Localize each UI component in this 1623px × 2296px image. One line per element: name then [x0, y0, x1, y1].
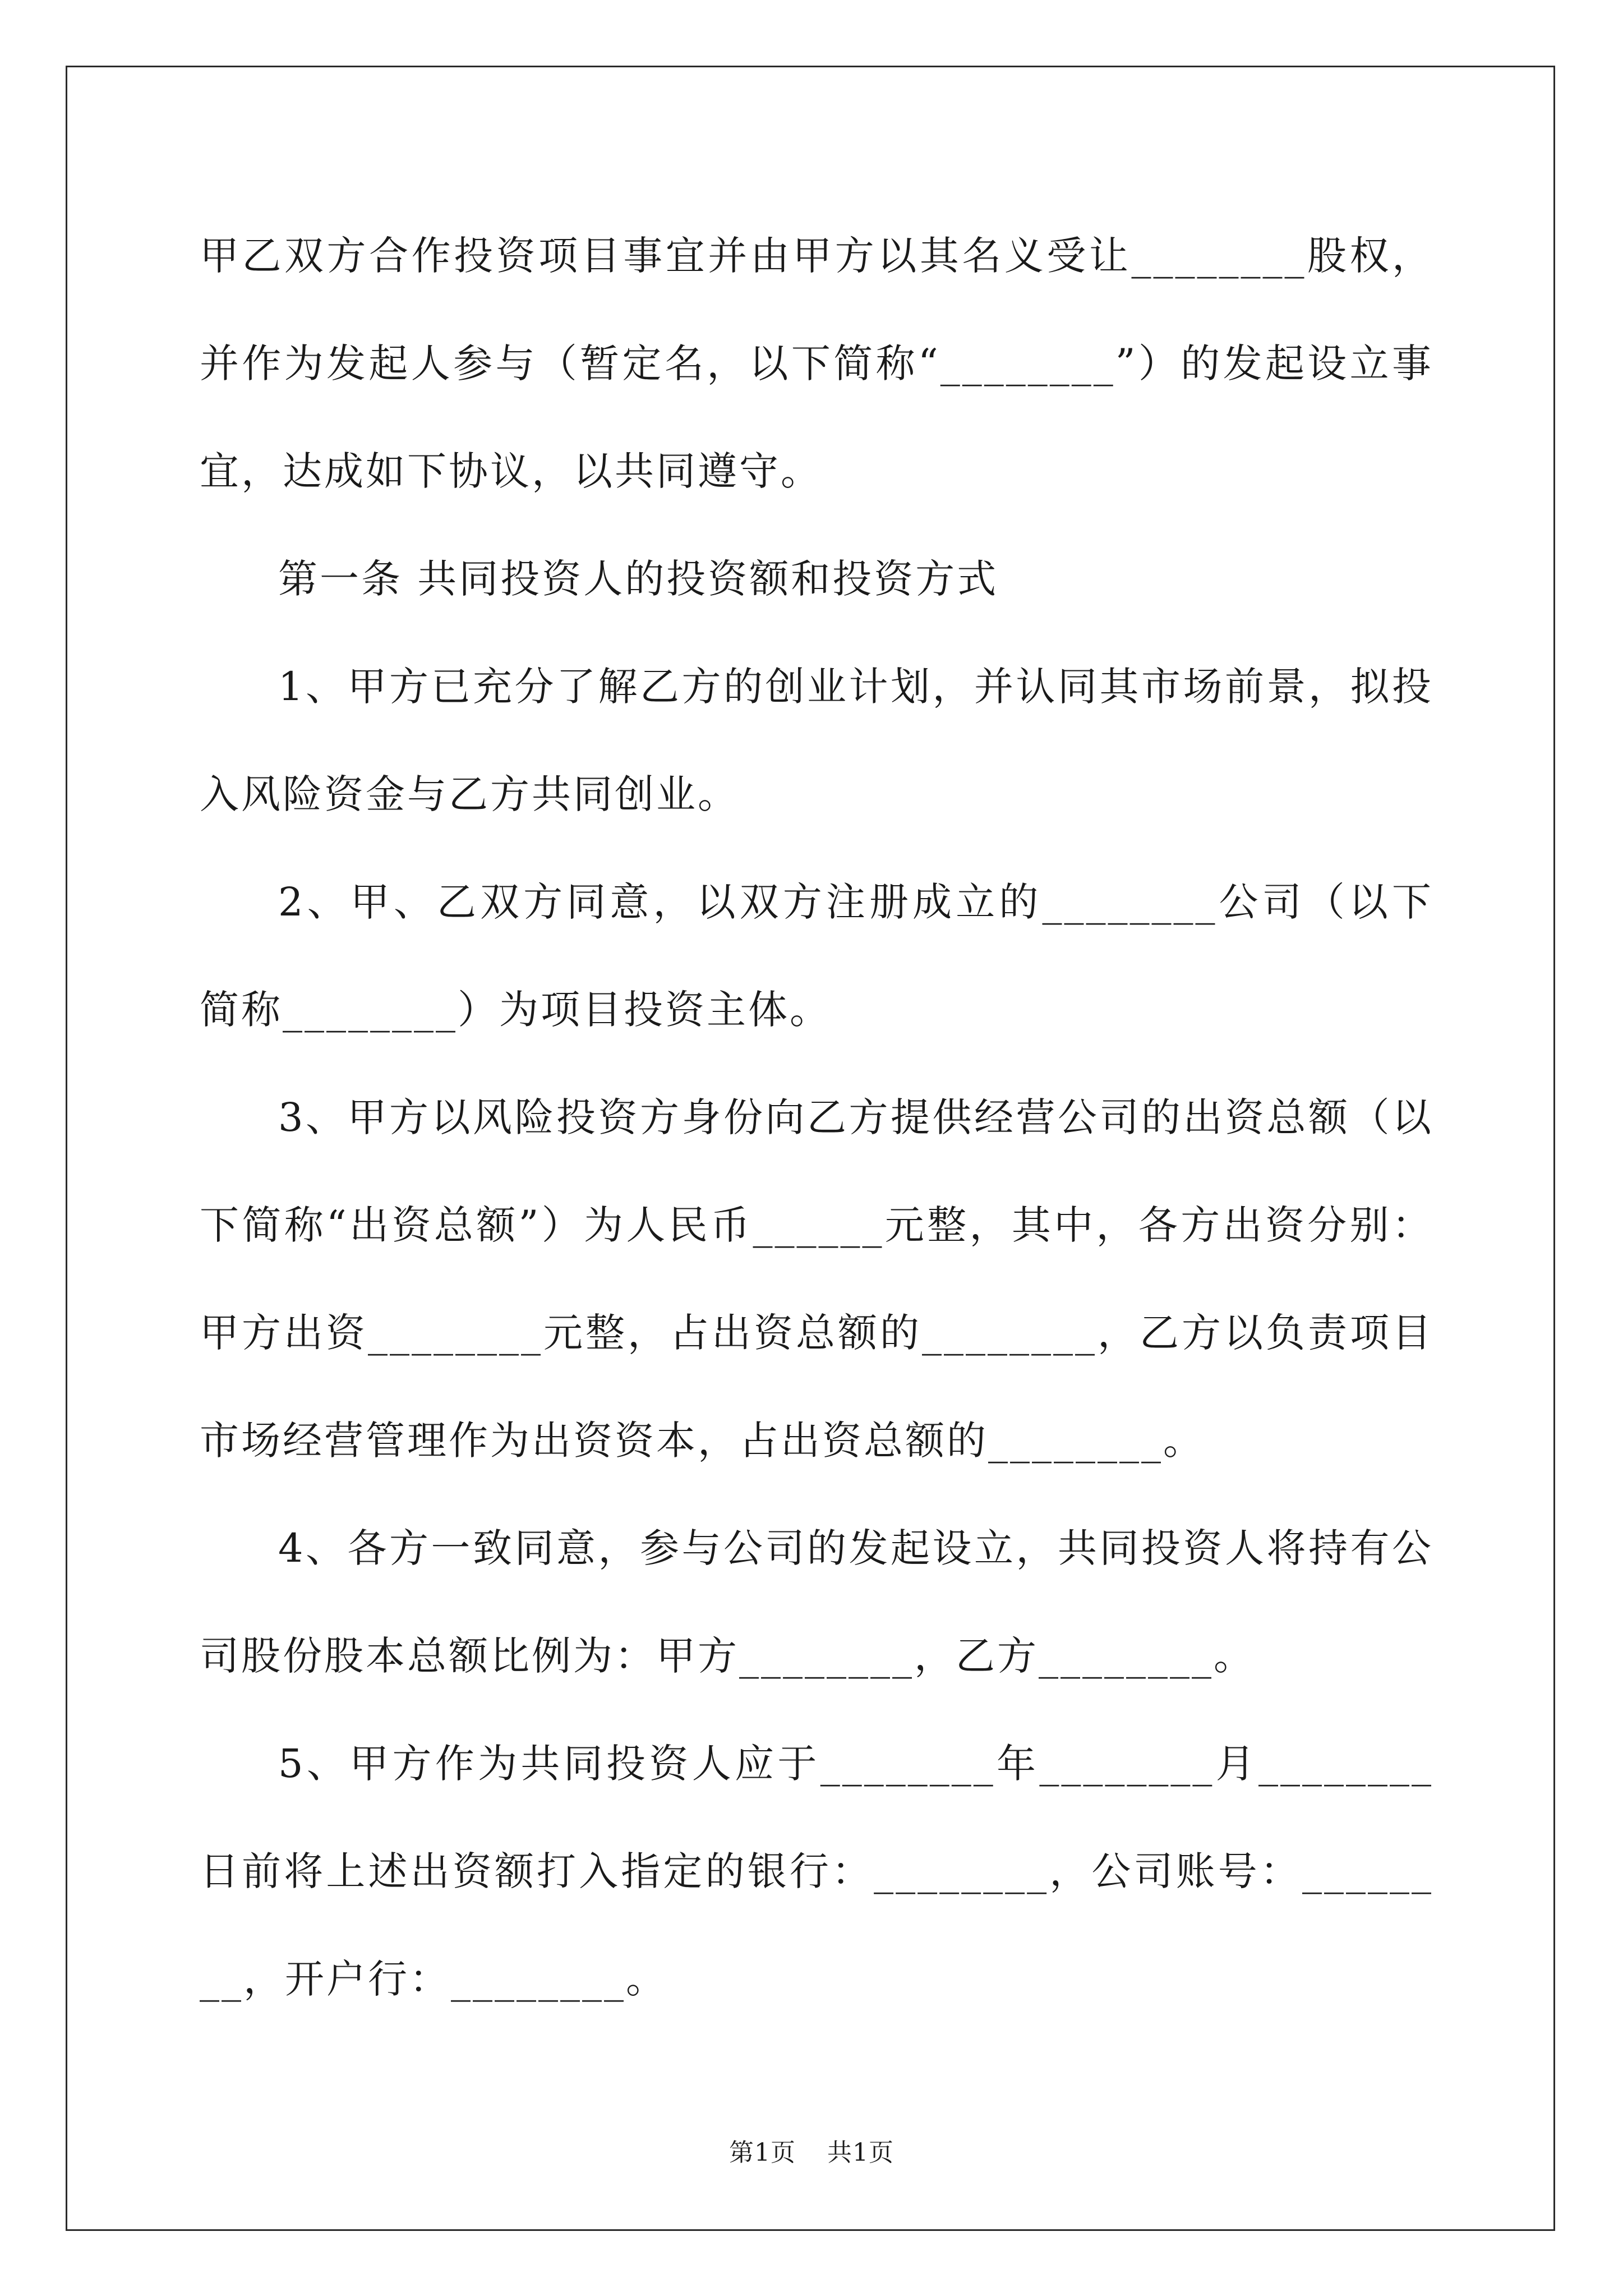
page-number: 第1页 [729, 2138, 796, 2167]
page-total: 共1页 [827, 2138, 894, 2167]
page-footer [0, 2136, 1623, 2170]
clause-2: 2、甲、乙双方同意，以双方注册成立的________公司（以下简称________）为项目投资主体。 [200, 879, 1433, 1033]
clause-5: 5、甲方作为共同投资人应于________年________月________日前将上述出资额打入指定的银行：________，公司账号：________，开户行：________。 [200, 1741, 1433, 2002]
article-heading: 第一条 共同投资人的投资额和投资方式 [278, 556, 999, 602]
document-body [200, 202, 1433, 2033]
clause-4: 4、各方一致同意，参与公司的发起设立，共同投资人将持有公司股份股本总额比例为：甲方________，乙方________。 [200, 1525, 1433, 1679]
paragraph-intro: 甲乙双方合作投资项目事宜并由甲方以其名义受让________股权，并作为发起人参与（暂定名，以下简称“________”）的发起设立事宜，达成如下协议，以共同遵守。 [200, 233, 1433, 494]
clause-1: 1、甲方已充分了解乙方的创业计划，并认同其市场前景，拟投入风险资金与乙方共同创业。 [200, 664, 1433, 817]
clause-3: 3、甲方以风险投资方身份向乙方提供经营公司的出资总额（以下简称“出资总额”）为人民币______元整，其中，各方出资分别：甲方出资________元整，占出资总额的________，乙方以负责项目市场经营管理作为出资资本，占出资总额的________。 [200, 1094, 1433, 1464]
